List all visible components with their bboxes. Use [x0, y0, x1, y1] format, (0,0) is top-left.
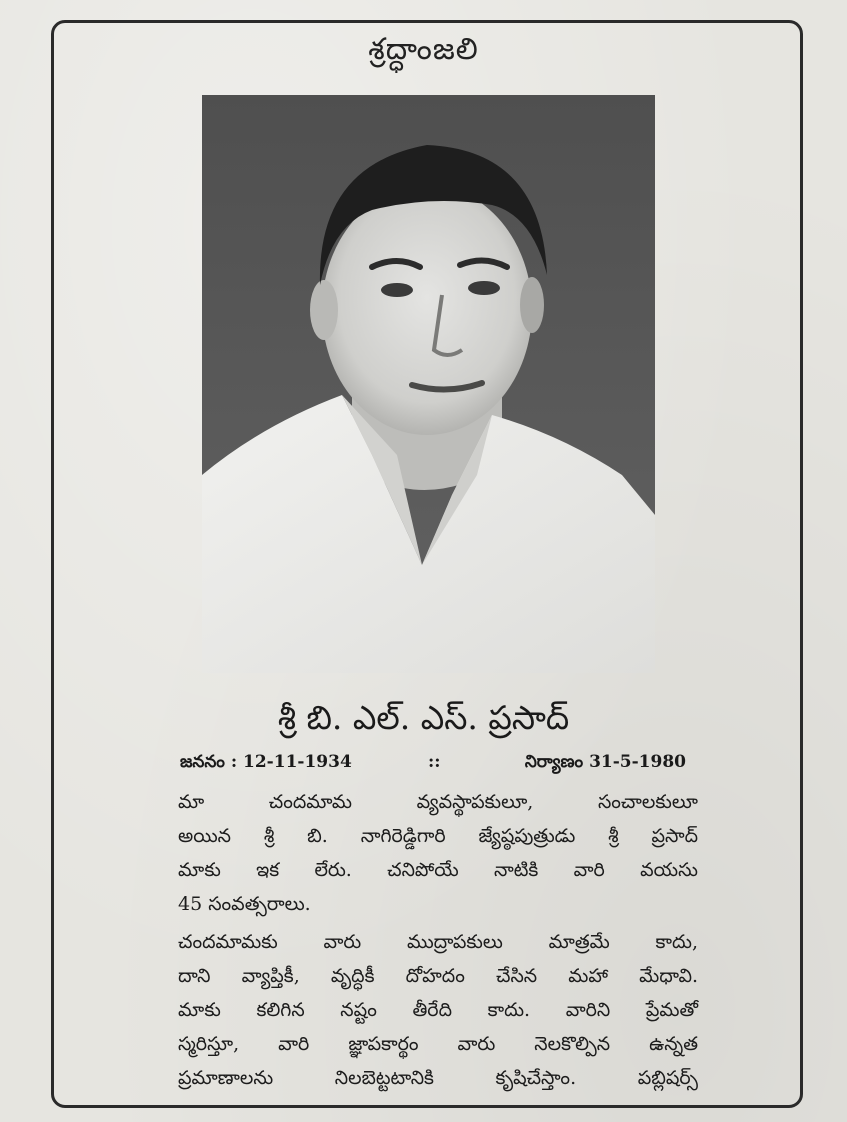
- date-separator: ::: [428, 752, 441, 772]
- portrait-illustration: [202, 95, 655, 673]
- person-name: శ్రీ బి. ఎల్. ఎస్. ప్రసాద్: [277, 698, 570, 737]
- death-date: నిర్యాణం 31-5-1980: [524, 752, 686, 772]
- page-title: శ్రద్ధాంజలి: [368, 32, 479, 67]
- tribute-paragraph-1: [178, 785, 698, 921]
- paragraph-line: స్మరిస్తూ, వారి జ్ఞాపకార్థం వారు నెలకొల్పిన ఉన్నత: [178, 1033, 698, 1055]
- paragraph-line: అయిన శ్రీ బి. నాగిరెడ్డిగారి జ్యేష్ఠపుత్రుడు శ్రీ ప్రసాద్: [178, 825, 698, 847]
- paragraph-line: 45 సంవత్సరాలు.: [178, 893, 311, 915]
- paragraph-line: చందమామకు వారు ముద్రాపకులు మాత్రమే కాదు,: [178, 931, 698, 953]
- life-dates: [180, 752, 686, 776]
- paragraph-line: మా చందమామ వ్యవస్థాపకులూ, సంచాలకులూ: [178, 791, 698, 813]
- tribute-paragraph-2: [178, 925, 698, 1095]
- paragraph-line: మాకు కలిగిన నష్టం తీరేది కాదు. వారిని ప్రేమతో: [178, 999, 698, 1021]
- portrait-photo: [202, 95, 655, 673]
- birth-date: జననం : 12-11-1934: [180, 752, 352, 772]
- paragraph-line: దాని వ్యాప్తికీ, వృద్ధికీ దోహదం చేసిన మహా మేధావి.: [178, 965, 698, 987]
- paragraph-line: మాకు ఇక లేరు. చనిపోయే నాటికి వారి వయసు: [178, 859, 698, 881]
- paragraph-line: ప్రమాణాలను నిలబెట్టటానికి కృషిచేస్తాం. పబ్లిషర్స్: [178, 1067, 698, 1089]
